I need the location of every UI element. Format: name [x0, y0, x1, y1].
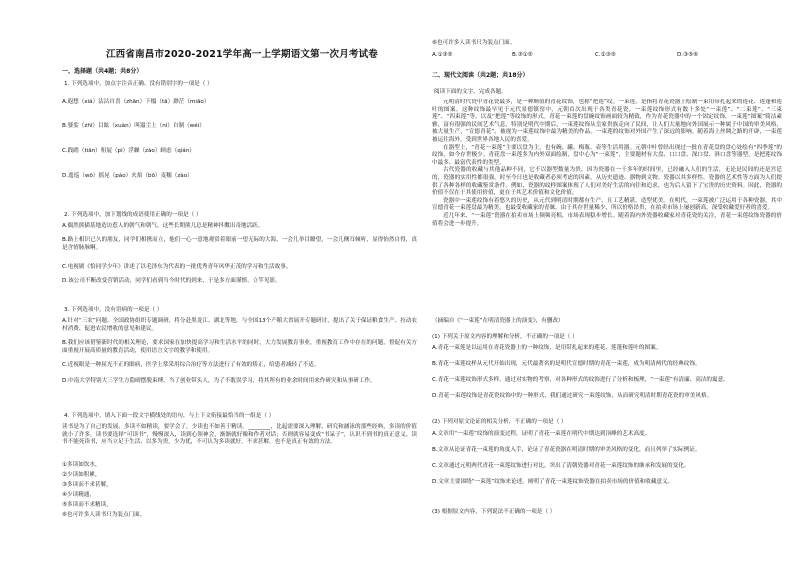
section-1-heading: 一、选择题（共4题；共8分）: [62, 68, 143, 75]
q6-option-b: B.文章从论证青花一束莲的角度入手，论证了青花瓷器在明清时期的审美风格的变化，而且列举了实际例证。: [432, 447, 701, 453]
q4-option-c: C.②③⑤: [595, 52, 616, 58]
passage-source: （摘编自《“一束莲”在明清瓷器上的演变》，有删改）: [432, 318, 564, 324]
q6-stem: (2) 下列对原文论证的相关分析，不正确的一项是（ ）: [432, 419, 567, 425]
q5-option-b: B.青花一束莲纹样从元代开始出现，元代最著名的是明代宣德时期的青花一束莲，成为明清两代的经典纹饰。: [432, 361, 701, 367]
q4-stem: 4. 下列选项中，填入下面一段文字横线处的语句，与上下文衔接最恰当的一组是（ ）: [64, 413, 275, 419]
exam-title: 江西省南昌市2020-2021学年高一上学期语文第一次月考试卷: [105, 49, 379, 60]
q7-stem: (3) 根据原文内容，下列说法不正确的一项是（ ）: [432, 509, 556, 515]
q5-option-c: C.青花一束莲纹饰形式多样，通过对实物的考察，对各种形式的纹饰进行了分析和梳理，“一束莲”有清廉、高洁的寓意。: [432, 377, 729, 383]
q6-option-a: A.文章用“一束莲”纹饰的演变过程，证明了青花一束莲在明代中期达到顶峰的艺术高度。: [432, 431, 651, 437]
passage-paragraph: 瓷器中一束莲纹饰有着悠久的历史，从元代到明清时期都有生产，且工艺精湛，造型优美。在明代，一束莲被广泛运用于各种瓷器，其中宣德青花一束莲盘最为精美，也最受收藏家的青睐。由于其存世量稀少，所以价格昂贵，在拍卖市场上屡创新高，深受收藏爱好者的喜爱。: [432, 197, 782, 212]
q5-option-d: D.青花一束莲纹饰是青花瓷纹饰中的一种形式，我们通过研究一束莲纹饰，从而研究明清时期青花瓷的审美风格。: [432, 393, 713, 399]
q4-item-6: ⑥也可许多人读书只为装点门面。: [62, 512, 146, 518]
passage-paragraph: 在器型上，“青花一束莲”主要以盘为主，也有碗、罐、梅瓶、壶等生活用器。元朝中叶曾经出现过一批在青花盘的盘心处绘有“四季莲”的纹饰，如今存世极少。青花盘一束莲多为内外双面绘制，盘中心为“一束莲”，主要题材有大盘、口口盘、深口盘、斜口盘等器型，是把莲纹饰中最多、最富代表性的类型。: [432, 144, 782, 166]
q3-stem: 3. 下列选项中，没有语病的一项是（ ）: [64, 307, 163, 313]
q1-option-a: A.遐想（xiá）沾沾自喜（zhān）下榻（tā）渺茫（miǎo）: [62, 99, 210, 105]
q2-stem: 2. 下列选项中，加下划线的成语使用正确的一项是（ ）: [64, 212, 202, 218]
section-2-heading: 二、现代文阅读（共2题；共18分）: [432, 72, 529, 79]
q6-option-d: D.文章主要围绕“一束莲”纹饰来论述，阐明了青花一束莲纹饰瓷器在拍卖市场的价值和收藏意义。: [432, 479, 674, 485]
q3-option-c: C.近视眼是一种屈光不正的眼病，医学上常采用综合治疗等方法进行了有效的矫正，给患者减轻了不适。: [62, 362, 320, 368]
q2-option-a: A.偶然熊猫基地造访惹人的朝气和朝气，这些长期熊儿总是精神抖擞出奇地活跃。: [62, 223, 264, 229]
q1-option-d: D.逡巡（wō）摇晃（páo）火焰（bō）麦穗（zào）: [62, 173, 193, 179]
q1-option-b: B.婆娑（zhī）目眩（xuàn）叫嚣尘上（nì）自制（wéi）: [62, 123, 205, 129]
q4-option-d: D.③⑤⑥: [677, 52, 699, 58]
q5-option-a: A.青花一束莲是以运用在青花瓷器上的一种纹饰，是用带扎起来的莲花、莲蓬和莲叶的图案。: [432, 345, 662, 351]
q4-option-b: B.③①⑤: [512, 52, 533, 58]
q1-stem: 1. 下列选项中，加点字注音正确、没有错别字的一项是（ ）: [64, 81, 213, 87]
q4-body: 读书是为了自己的发展，多读不如精读，要学会了，少读也不如善于精读。________，比起需要深入理解、研究和涵泳的那些经典，多读的价值就小了许多。读书要选择“可读书”，慢慢深入，读到心领神会，渐渐就好像和作者对话；否则就容易变成“书呆子”，认识不到书的真正意义。读书不能死读书，应当立足于生活、以多为贵，少为优，不可认为多读就好，不求甚解，也不是真正有效的方法。: [62, 424, 417, 446]
q2-option-d: D.该公司不断改变营销活动，同学们看到当今时代的到来，于是多方面谨慎、立竿见影。: [62, 278, 281, 284]
q2-option-c: C.电视剧《恰同学少年》讲述了以毛泽东为代表的一批优秀青年风华正茂的学习和生活故事。: [62, 264, 292, 270]
passage-intro: 阅读下面的文字，完成各题。: [434, 89, 507, 95]
passage: [432, 99, 782, 299]
q6-option-c: C.文章通过元明两代青花一束莲纹饰进行对比，突出了清朝瓷器对青花一束莲纹饰的继承和发展的变化。: [432, 463, 690, 469]
passage-paragraph: 近几年来，“一束莲”瓷器在拍卖市场上频频亮相，市场表现稳步增长。随着海内外瓷器收藏家对青花瓷的关注，青花一束莲纹饰瓷器的价值将会进一步提升。: [432, 212, 782, 227]
q4-continued-line: ⑥也可许多人读书只为装点门面。: [432, 40, 516, 46]
passage-paragraph: 古代瓷器的收藏与其他品种不同，它不以器型数量为贵，因为瓷器在一千多年的时间里，已经融入人们的生活，无论是民间的还是宫廷的，瓷器的实用性都很强，时至今日也是收藏者必须考虑的因素。从历史遗迹、器物到文物、瓷器以其多样性、瓷器的艺术性等方面为人们提供了各种各样的收藏鉴赏条件。例如，瓷器的纹样图案体现了人们对美好生活的向往和追求，也为后人留下了宝贵的历史资料。因此，瓷器的价值不仅在于其使用价值，更在于其艺术价值和文化价值。: [432, 167, 782, 197]
q4-item-1: ①多读如饮水，: [62, 462, 101, 468]
q5-stem: (1) 下列关于原文内容的理解和分析，不正确的一项是（ ）: [432, 334, 578, 340]
q2-option-b: B.路上相识已久的朋友，同学们相携而立，他们一心一意地观赏着眼前一望无际的大海，一会儿举目瞭望，一会儿侧耳倾听，显得怡然自得，真是含情脉脉啊。: [62, 237, 417, 251]
q4-item-3: ③多读而不求甚解，: [62, 482, 112, 488]
q4-option-a: A.①③⑤: [432, 52, 453, 58]
q3-option-b: B.我们应该借鉴新时代的相关理论，要求国家在加快提高学习和生活水平的同时，大力发展教育事业，重视教育工作中存在的问题，督促有关方面重视开展高质量的教育活动，使用语言文字的教学和使用。: [62, 340, 417, 354]
passage-paragraph: 元明清时代瓷中青花瓷最多，是一种颇值的青花纹饰，也称“把莲”纹。一束莲，是指将青花瓷器上绘制一束用带扎起来的莲花、莲蓬和莲叶的图案。这种纹饰最早见于元代景德镇窑中，元朝首次出现于各类青花瓷，一束莲纹饰形式有数十多处“一束莲”、“二束莲”、“三束莲”、“四束莲”等。以及“把莲”等纹饰的形式。青花一束莲的盘碗纹饰画面较为精致，作为青花瓷器中的一个固定纹饰，一束莲“图案”简洁素雅，富有很强的民间艺术气息，特别是明代中期后，一束莲纹饰从皇家贵族走向了民间，让人们大量地向外国展示一种属于中国的审美风格，被大量生产，“宣德青花”，被视为一束莲纹饰中最为精美的作品。一束莲的纹饰对外国产生了深远的影响。随着海上丝绸之路的开辟，一束莲被运往海外，受到世界各地人民的喜爱。: [432, 99, 782, 143]
q4-item-4: ④少读精通，: [62, 492, 95, 498]
q4-item-5: ⑤多读而不求精读，: [62, 502, 112, 508]
q1-option-c: C.践踏（tiān）租屁（pì）浮躁（zào）顾虑（qíán）: [62, 148, 195, 154]
q4-item-2: ②少读如积累，: [62, 472, 101, 478]
q3-option-a: A.针对“三农”问题，全国政协组织专题调研，将分赴黑龙江、湖北等地，与全国13个产粮大省展开专题研讨，提出了关于保证粮食生产、拉动农村消费、促进农民增收的意见和建议。: [62, 318, 417, 332]
q3-option-d: D.中南大学特别大三学生方隐晴摆脱束缚，当了创业带头人，为了不耽误学习，将其所有的业余时间用来作研究和从事研工作。: [62, 378, 376, 384]
